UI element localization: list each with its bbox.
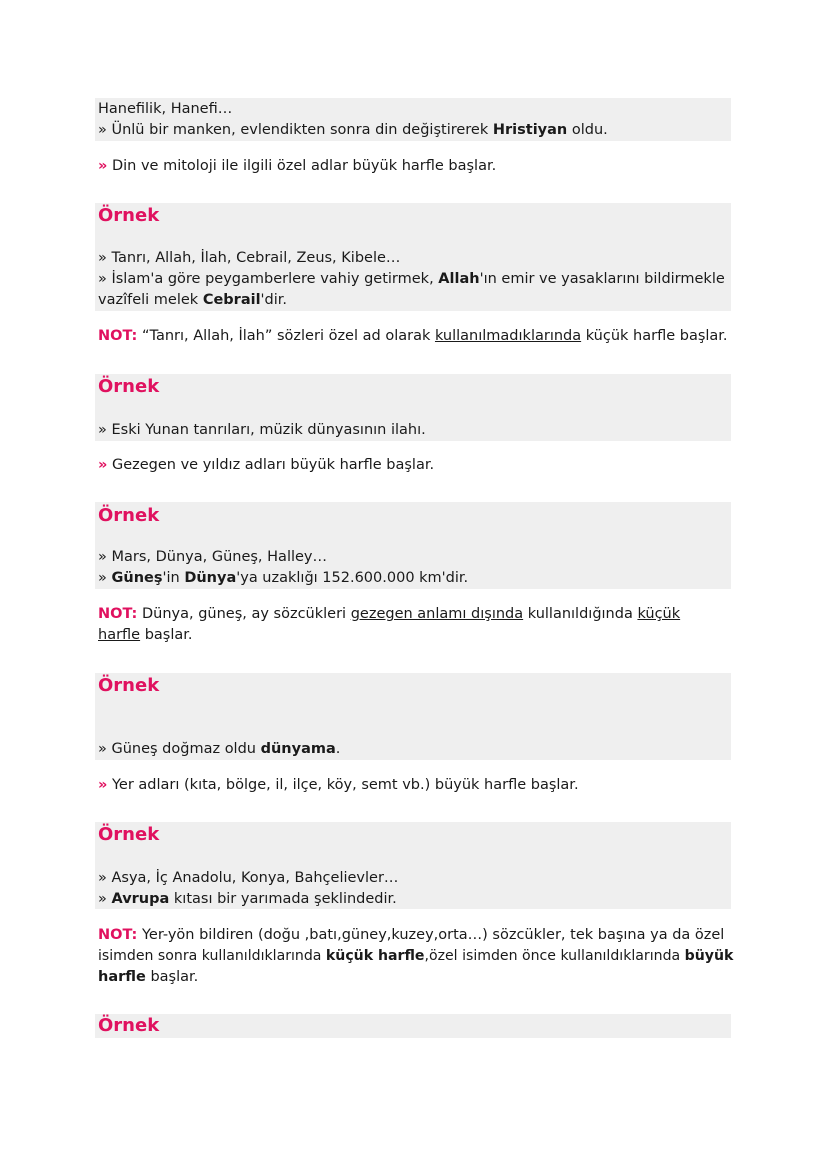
rule-text: » Din ve mitoloji ile ilgili özel adlar büyük harfle başlar.	[98, 158, 497, 174]
note-text: NOT: Dünya, güneş, ay sözcükleri gezegen anlamı dışında kullanıldığında küçük	[98, 606, 681, 622]
example-box	[95, 1014, 731, 1038]
rule-marker: »	[98, 158, 108, 174]
example-heading: Örnek	[98, 205, 160, 226]
rule-marker: »	[98, 777, 108, 793]
example-line: Hanefilik, Hanefi…	[98, 101, 233, 117]
example-heading: Örnek	[98, 824, 160, 845]
example-line: » Ünlü bir manken, evlendikten sonra din değiştirerek Hristiyan oldu.	[98, 122, 608, 138]
note-label: NOT:	[98, 328, 138, 344]
example-line: » Avrupa kıtası bir yarımada şeklindedir.	[98, 891, 397, 907]
rule-marker: »	[98, 457, 108, 473]
note-text: harfle başlar.	[98, 969, 199, 985]
example-heading: Örnek	[98, 1015, 160, 1036]
example-heading: Örnek	[98, 675, 160, 696]
note-label: NOT:	[98, 606, 138, 622]
example-line: » Mars, Dünya, Güneş, Halley…	[98, 549, 327, 565]
example-line: » Eski Yunan tanrıları, müzik dünyasının ilahı.	[98, 422, 426, 438]
example-line: » Tanrı, Allah, İlah, Cebrail, Zeus, Kibele…	[98, 250, 401, 266]
example-line: vazîfeli melek Cebrail'dir.	[98, 292, 288, 308]
example-line: » Güneş doğmaz oldu dünyama.	[98, 741, 341, 757]
rule-text: » Gezegen ve yıldız adları büyük harfle başlar.	[98, 457, 435, 473]
note-label: NOT:	[98, 927, 138, 943]
note-text: isimden sonra kullanıldıklarında küçük harfle,özel isimden önce kullanıldıklarında büyük	[98, 948, 734, 964]
note-text: NOT: “Tanrı, Allah, İlah” sözleri özel ad olarak kullanılmadıklarında küçük harfle başlar.	[98, 328, 728, 344]
note-text: harfle başlar.	[98, 627, 193, 643]
note-text: NOT: Yer-yön bildiren (doğu ,batı,güney,kuzey,orta…) sözcükler, tek başına ya da özel	[98, 927, 725, 943]
example-line: » Güneş'in Dünya'ya uzaklığı 152.600.000 km'dir.	[98, 570, 469, 586]
example-heading: Örnek	[98, 505, 160, 526]
rule-text: » Yer adları (kıta, bölge, il, ilçe, köy, semt vb.) büyük harfle başlar.	[98, 777, 579, 793]
example-line: » İslam'a göre peygamberlere vahiy getirmek, Allah'ın emir ve yasaklarını bildirmekle	[98, 271, 725, 287]
example-line: » Asya, İç Anadolu, Konya, Bahçelievler…	[98, 870, 399, 886]
example-heading: Örnek	[98, 376, 160, 397]
